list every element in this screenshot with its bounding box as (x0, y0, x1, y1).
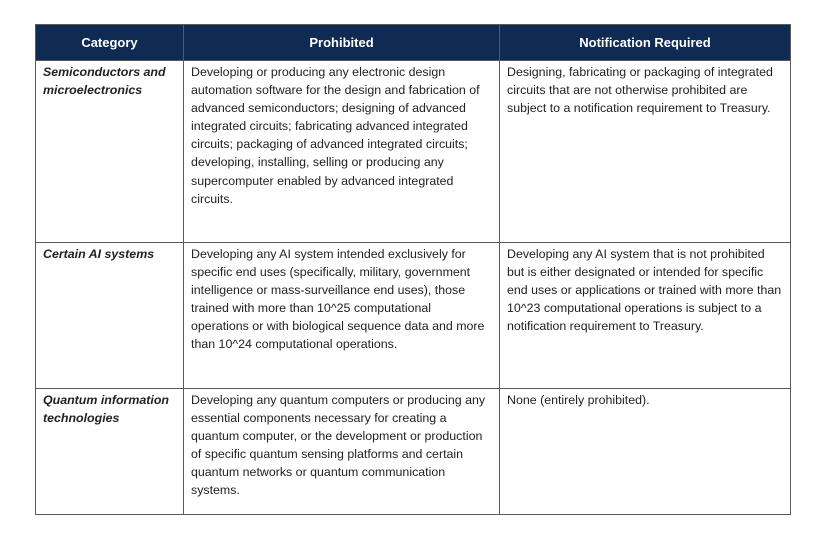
table-row (36, 61, 791, 243)
notification-cell: Designing, fabricating or packaging of integrated circuits that are not otherwise prohibited are subject to a notification requirement to Treasury. (500, 61, 791, 243)
notification-cell: None (entirely prohibited). (500, 389, 791, 515)
prohibited-cell: Developing or producing any electronic design automation software for the design and fabrication of advanced semiconductors; designing of advanced integrated circuits; fabricating advanced integrated circuits; packaging of advanced integrated circuits; developing, installing, selling or producing any supercomputer enabled by advanced integrated circuits. (184, 61, 500, 243)
table-header-row (36, 25, 791, 61)
outbound-investment-table (35, 24, 791, 515)
notification-cell: Developing any AI system that is not prohibited but is either designated or intended for specific end uses or applications or trained with more than 10^23 computational operations is subject to a notification requirement to Treasury. (500, 243, 791, 389)
prohibited-cell: Developing any AI system intended exclusively for specific end uses (specifically, military, government intelligence or mass-surveillance end uses), those trained with more than 10^25 computational operations or with biological sequence data and more than 10^24 computational operations. (184, 243, 500, 389)
header-prohibited: Prohibited (184, 25, 500, 61)
policy-table-container (35, 24, 790, 515)
table-row (36, 389, 791, 515)
prohibited-cell: Developing any quantum computers or producing any essential components necessary for creating a quantum computer, or the development or production of specific quantum sensing platforms and certain quantum networks or quantum communication systems. (184, 389, 500, 515)
header-notification-required: Notification Required (500, 25, 791, 61)
table-row (36, 243, 791, 389)
category-cell: Quantum information technologies (36, 389, 184, 515)
category-cell: Certain AI systems (36, 243, 184, 389)
header-category: Category (36, 25, 184, 61)
category-cell: Semiconductors and microelectronics (36, 61, 184, 243)
